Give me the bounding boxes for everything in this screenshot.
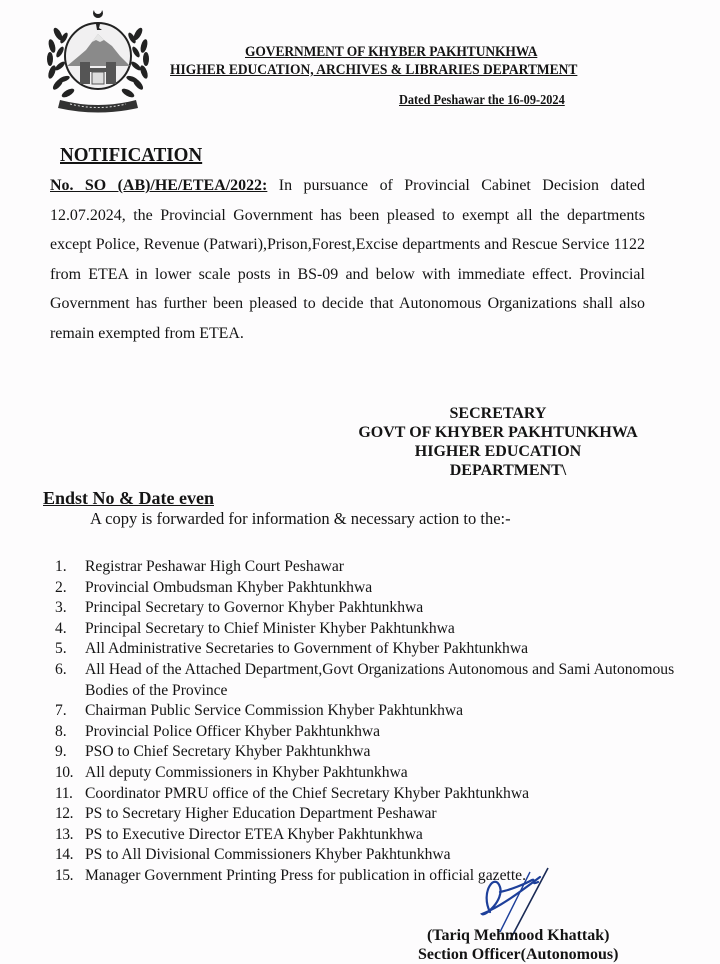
dated-line: Dated Peshawar the 16-09-2024 [399,93,565,108]
notification-title: NOTIFICATION [60,144,203,166]
notification-body [50,171,645,348]
list-item: 2. Provincial Ombudsman Khyber Pakhtunkhwa [55,578,373,596]
list-item: 15. Manager Government Printing Press for publication in official gazette. [55,866,526,884]
signatory-line-4: DEPARTMENT\ [449,462,567,479]
list-item: 10. All deputy Commissioners in Khyber Pakhtunkhwa [55,763,408,781]
list-item: 4. Principal Secretary to Chief Minister Khyber Pakhtunkhwa [55,619,455,637]
list-item: 3. Principal Secretary to Governor Khyber Pakhtunkhwa [55,599,424,617]
kp-government-emblem-icon [34,4,162,116]
list-item: 8. Provincial Police Officer Khyber Pakhtunkhwa [55,722,381,740]
signer-name: (Tariq Mehmood Khattak) [426,927,610,944]
list-item: 11. Coordinator PMRU office of the Chief Secretary Khyber Pakhtunkhwa [55,784,530,802]
endorsement-title: Endst No & Date even [43,488,214,508]
list-item: 5. All Administrative Secretaries to Government of Khyber Pakhtunkhwa [55,640,529,658]
signatory-line-3: HIGHER EDUCATION [414,443,582,460]
list-item: 6. All Head of the Attached Department,Govt Organizations Autonomous and Sami Autonomous Bodies of the Province [55,660,675,699]
signer-designation: Section Officer(Autonomous) [418,946,619,963]
list-item: 1. Registrar Peshawar High Court Peshawar [55,558,344,575]
list-item: 7. Chairman Public Service Commission Khyber Pakhtunkhwa [55,702,464,720]
header-department-title: HIGHER EDUCATION, ARCHIVES & LIBRARIES DEPARTMENT [170,62,578,78]
notification-reference-number: No. SO (AB)/HE/ETEA/2022: [50,176,268,194]
signer-block [418,926,618,964]
list-item: 13. PS to Executive Director ETEA Khyber Pakhtunkhwa [55,825,423,843]
secretary-signatory-block [318,404,678,480]
signatory-line-2: GOVT OF KHYBER PAKHTUNKHWA [358,424,638,441]
list-item: 12. PS to Secretary Higher Education Department Peshawar [55,805,437,823]
endorsement-intro: A copy is forwarded for information & necessary action to the:- [90,509,511,528]
notification-text: In pursuance of Provincial Cabinet Decision dated 12.07.2024, the Provincial Government has been pleased to exempt all the departments except Police, Revenue (Patwari),Prison,Forest,Excise departments and Rescue Service 1122 from ETEA in lower scale posts in BS-09 and below with immediate effect. Provincial Government has further been pleased to decide that Autonomous Organizations shall also remain exempted from ETEA. [50,176,645,342]
list-item: 9. PSO to Chief Secretary Khyber Pakhtunkhwa [55,743,371,761]
distribution-list [55,557,705,887]
header-government-title: GOVERNMENT OF KHYBER PAKHTUNKHWA [245,44,538,60]
signatory-line-1: SECRETARY [449,405,547,422]
list-item: 14. PS to All Divisional Commissioners Khyber Pakhtunkhwa [55,846,451,864]
